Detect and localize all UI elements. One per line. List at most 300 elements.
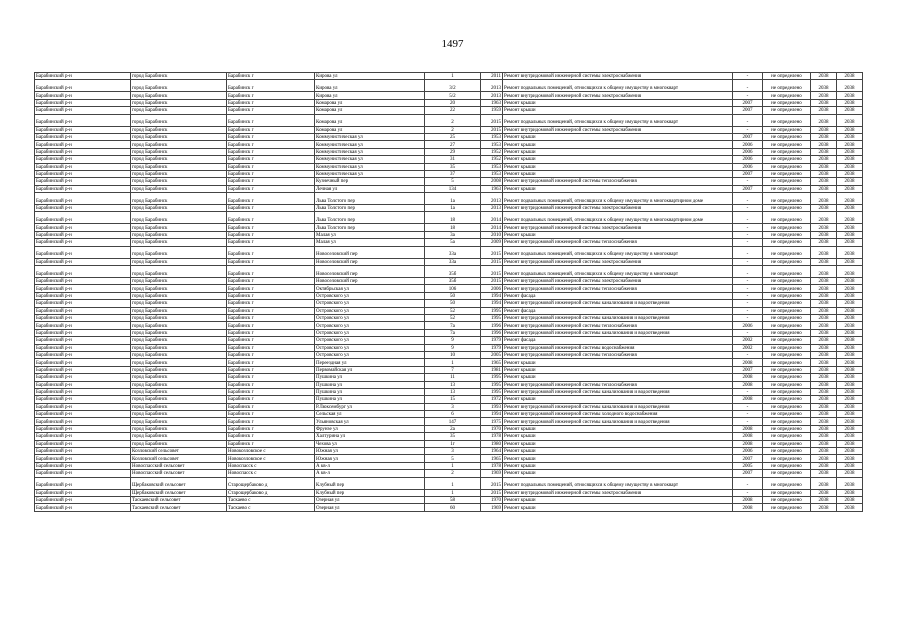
cell-end-year: 2038 [837,411,863,418]
cell-street: Островского ул [315,337,425,344]
cell-start-year: 2038 [811,403,837,410]
cell-cost: не определено [763,496,811,503]
cell-settlement: Барабинск г [227,99,315,106]
cell-street: Островского ул [315,292,425,299]
cell-street: Островского ул [315,322,425,329]
cell-end-year: 2038 [837,462,863,469]
cell-street: Комарова ул [315,114,425,126]
cell-house: 1 [425,462,481,469]
cell-built-year: 1953 [481,163,503,170]
table-row [35,278,863,285]
cell-work-type: Ремонт крыши [503,170,733,177]
cell-settlement: Барабинск г [227,92,315,99]
table-row [35,425,863,432]
cell-street: Первомайская ул [315,366,425,373]
cell-end-year: 2038 [837,148,863,155]
cell-start-year: 2038 [811,489,837,496]
cell-settlement: Старощербаково д [227,489,315,496]
table-row [35,266,863,278]
cell-work-type: Ремонт крыши [503,374,733,381]
cell-start-year: 2038 [811,477,837,489]
cell-district: Барабинский р-н [35,359,131,366]
cell-cost: не определено [763,396,811,403]
cell-area: - [733,224,763,231]
cell-municipality: город Барабинск [131,396,227,403]
cell-end-year: 2038 [837,193,863,205]
cell-start-year: 2038 [811,462,837,469]
cell-settlement: Новокозловское с [227,448,315,455]
cell-area: - [733,477,763,489]
cell-district: Барабинский р-н [35,126,131,133]
cell-end-year: 2038 [837,351,863,358]
cell-house: 2а [425,425,481,432]
cell-built-year: 2013 [481,193,503,205]
cell-settlement: Барабинск г [227,314,315,321]
cell-district: Барабинский р-н [35,285,131,292]
table-row [35,148,863,155]
cell-work-type: Ремонт крыши [503,133,733,140]
cell-settlement: Барабинск г [227,344,315,351]
table-row [35,351,863,358]
cell-work-type: Ремонт внутридомовой инженерной системы электроснабжения [503,278,733,285]
cell-start-year: 2038 [811,307,837,314]
cell-house: 7 [425,366,481,373]
cell-end-year: 2038 [837,224,863,231]
cell-settlement: Барабинск г [227,239,315,246]
cell-built-year: 2015 [481,477,503,489]
cell-house: 35 [425,433,481,440]
cell-work-type: Ремонт крыши [503,396,733,403]
cell-start-year: 2038 [811,80,837,92]
cell-district: Барабинский р-н [35,266,131,278]
table-row [35,126,863,133]
cell-work-type: Ремонт подвальных помещений, относящихся к общему имуществу в многокварт [503,80,733,92]
cell-municipality: Новоспасский сельсовет [131,470,227,477]
cell-start-year: 2038 [811,374,837,381]
cell-start-year: 2038 [811,381,837,388]
cell-end-year: 2038 [837,496,863,503]
cell-work-type: Ремонт внутридомовой инженерной системы теплоснабжения [503,322,733,329]
table-row [35,92,863,99]
cell-end-year: 2038 [837,322,863,329]
cell-area: - [733,418,763,425]
cell-cost: не определено [763,133,811,140]
cell-house: 58 [425,496,481,503]
cell-street: Озерная ул [315,504,425,511]
cell-street: Коммунистическая ул [315,148,425,155]
cell-end-year: 2038 [837,455,863,462]
cell-built-year: 2013 [481,92,503,99]
cell-work-type: Ремонт крыши [503,470,733,477]
cell-built-year: 1953 [481,170,503,177]
cell-end-year: 2038 [837,381,863,388]
cell-house: 3а [425,231,481,238]
cell-start-year: 2038 [811,92,837,99]
cell-settlement: Барабинск г [227,278,315,285]
cell-settlement: Барабинск г [227,224,315,231]
cell-start-year: 2038 [811,300,837,307]
cell-built-year: 1963 [481,185,503,192]
cell-start-year: 2038 [811,496,837,503]
cell-start-year: 2038 [811,418,837,425]
cell-street: Новоселовский пер [315,258,425,265]
cell-built-year: 1969 [481,470,503,477]
cell-cost: не определено [763,231,811,238]
cell-end-year: 2038 [837,359,863,366]
cell-start-year: 2038 [811,448,837,455]
cell-municipality: город Барабинск [131,231,227,238]
cell-area: - [733,80,763,92]
cell-municipality: город Барабинск [131,337,227,344]
cell-street: Новоселовский пер [315,246,425,258]
cell-district: Барабинский р-н [35,193,131,205]
cell-street: Лечная ул [315,185,425,192]
cell-work-type: Ремонт внутридомовой инженерной системы электроснабжения [503,224,733,231]
cell-municipality: город Барабинск [131,285,227,292]
cell-district: Барабинский р-н [35,403,131,410]
cell-work-type: Ремонт крыши [503,448,733,455]
cell-end-year: 2038 [837,239,863,246]
cell-end-year: 2038 [837,205,863,212]
cell-settlement: Барабинск г [227,212,315,224]
cell-settlement: Барабинск г [227,231,315,238]
cell-settlement: Барабинск г [227,205,315,212]
cell-area: 2008 [733,359,763,366]
cell-area: - [733,212,763,224]
cell-street: Новоселовский пер [315,278,425,285]
cell-end-year: 2038 [837,133,863,140]
cell-municipality: город Барабинск [131,403,227,410]
cell-house: 5а [425,239,481,246]
cell-district: Барабинский р-н [35,133,131,140]
cell-street: Пушкина ул [315,396,425,403]
cell-built-year: 1953 [481,141,503,148]
cell-area: 2006 [733,148,763,155]
cell-area: 2007 [733,133,763,140]
cell-area: - [733,126,763,133]
cell-built-year: 2011 [481,73,503,80]
cell-area: - [733,231,763,238]
cell-settlement: Барабинск г [227,359,315,366]
cell-work-type: Ремонт фасада [503,337,733,344]
cell-settlement: Барабинск г [227,266,315,278]
cell-area: 2006 [733,156,763,163]
cell-municipality: город Барабинск [131,344,227,351]
cell-area: - [733,307,763,314]
cell-house: 5 [425,455,481,462]
cell-house: 18 [425,212,481,224]
table-row [35,418,863,425]
cell-built-year: 2008 [481,178,503,185]
cell-work-type: Ремонт крыши [503,366,733,373]
cell-area: 2007 [733,99,763,106]
cell-built-year: 1994 [481,292,503,299]
cell-district: Барабинский р-н [35,163,131,170]
cell-settlement: Барабинск г [227,80,315,92]
cell-start-year: 2038 [811,185,837,192]
table-row [35,489,863,496]
cell-area: 2002 [733,337,763,344]
cell-house: 7а [425,329,481,336]
cell-area: - [733,278,763,285]
cell-house: 1г [425,440,481,447]
table-row [35,374,863,381]
table-row [35,99,863,106]
cell-built-year: 1995 [481,314,503,321]
cell-start-year: 2038 [811,396,837,403]
cell-settlement: Барабинск г [227,418,315,425]
cell-built-year: 2006 [481,285,503,292]
cell-cost: не определено [763,178,811,185]
cell-start-year: 2038 [811,388,837,395]
page-number: 1497 [441,38,464,50]
cell-end-year: 2038 [837,329,863,336]
cell-built-year: 1979 [481,344,503,351]
cell-work-type: Ремонт внутридомовой инженерной системы электроснабжения [503,258,733,265]
cell-street: Пушкина ул [315,374,425,381]
cell-street: Кирова ул [315,80,425,92]
table-row [35,314,863,321]
cell-street: Клубный пер [315,477,425,489]
cell-street: Коммунистическая ул [315,163,425,170]
cell-municipality: город Барабинск [131,156,227,163]
cell-built-year: 1995 [481,388,503,395]
cell-district: Барабинский р-н [35,185,131,192]
cell-street: Льва Толстого пер [315,224,425,231]
table-row [35,224,863,231]
cell-cost: не определено [763,224,811,231]
cell-start-year: 2038 [811,73,837,80]
cell-end-year: 2038 [837,440,863,447]
table-row [35,455,863,462]
cell-work-type: Ремонт внутридомовой инженерной системы канализования и водоотведения [503,300,733,307]
cell-built-year: 1952 [481,148,503,155]
cell-start-year: 2038 [811,455,837,462]
cell-area: 2006 [733,141,763,148]
cell-end-year: 2038 [837,433,863,440]
cell-street: Островского ул [315,314,425,321]
cell-work-type: Ремонт внутридомовой инженерной системы теплоснабжения [503,285,733,292]
cell-cost: не определено [763,185,811,192]
cell-settlement: Барабинск г [227,388,315,395]
cell-municipality: Новоспасский сельсовет [131,462,227,469]
cell-area: - [733,92,763,99]
cell-district: Барабинский р-н [35,224,131,231]
cell-area: - [733,205,763,212]
cell-start-year: 2038 [811,440,837,447]
cell-built-year: 1970 [481,425,503,432]
cell-end-year: 2038 [837,292,863,299]
cell-house: 60 [425,504,481,511]
cell-district: Барабинский р-н [35,148,131,155]
cell-built-year: 2010 [481,231,503,238]
cell-end-year: 2038 [837,99,863,106]
cell-cost: не определено [763,337,811,344]
cell-area: - [733,292,763,299]
cell-settlement: Барабинск г [227,163,315,170]
cell-built-year: 2015 [481,266,503,278]
cell-built-year: 1993 [481,403,503,410]
cell-district: Барабинский р-н [35,374,131,381]
cell-street: Малая ул [315,231,425,238]
cell-start-year: 2038 [811,156,837,163]
cell-district: Барабинский р-н [35,231,131,238]
cell-cost: не определено [763,80,811,92]
table-row [35,307,863,314]
cell-built-year: 1996 [481,329,503,336]
cell-cost: не определено [763,73,811,80]
cell-settlement: Барабинск г [227,411,315,418]
cell-district: Барабинский р-н [35,258,131,265]
table-row [35,477,863,489]
cell-street: Островского ул [315,351,425,358]
cell-start-year: 2038 [811,278,837,285]
cell-street: Островского ул [315,307,425,314]
cell-street: Комарова ул [315,126,425,133]
cell-municipality: Козловский сельсовет [131,448,227,455]
cell-district: Барабинский р-н [35,411,131,418]
cell-municipality: город Барабинск [131,418,227,425]
cell-district: Барабинский р-н [35,205,131,212]
cell-cost: не определено [763,366,811,373]
cell-municipality: город Барабинск [131,141,227,148]
table-row [35,285,863,292]
cell-area: 2008 [733,425,763,432]
cell-area: - [733,178,763,185]
cell-house: 2 [425,126,481,133]
cell-municipality: город Барабинск [131,366,227,373]
cell-area: 2007 [733,107,763,114]
cell-district: Барабинский р-н [35,178,131,185]
cell-area: 2008 [733,396,763,403]
cell-end-year: 2038 [837,212,863,224]
cell-municipality: город Барабинск [131,126,227,133]
cell-end-year: 2038 [837,156,863,163]
cell-cost: не определено [763,448,811,455]
cell-district: Барабинский р-н [35,80,131,92]
cell-district: Барабинский р-н [35,470,131,477]
cell-end-year: 2038 [837,418,863,425]
cell-street: Островского ул [315,329,425,336]
cell-district: Барабинский р-н [35,455,131,462]
cell-district: Барабинский р-н [35,292,131,299]
cell-settlement: Барабинск г [227,300,315,307]
cell-cost: не определено [763,411,811,418]
cell-built-year: 1979 [481,337,503,344]
table-body [35,73,863,512]
cell-municipality: город Барабинск [131,193,227,205]
cell-settlement: Таскаево с [227,504,315,511]
cell-area: - [733,489,763,496]
cell-start-year: 2038 [811,292,837,299]
cell-built-year: 2005 [481,351,503,358]
cell-district: Барабинский р-н [35,92,131,99]
cell-cost: не определено [763,359,811,366]
cell-start-year: 2038 [811,133,837,140]
cell-built-year: 1963 [481,99,503,106]
cell-start-year: 2038 [811,337,837,344]
cell-cost: не определено [763,425,811,432]
cell-cost: не определено [763,470,811,477]
cell-street: Кирова ул [315,92,425,99]
cell-district: Барабинский р-н [35,156,131,163]
cell-end-year: 2038 [837,246,863,258]
cell-work-type: Ремонт крыши [503,359,733,366]
cell-work-type: Ремонт фасада [503,292,733,299]
cell-end-year: 2038 [837,126,863,133]
cell-municipality: город Барабинск [131,329,227,336]
cell-house: 9 [425,337,481,344]
cell-street: Р.Люксембург ул [315,403,425,410]
cell-house: 27 [425,141,481,148]
cell-house: 5 [425,178,481,185]
cell-settlement: Барабинск г [227,246,315,258]
cell-area: - [733,285,763,292]
cell-work-type: Ремонт внутридомовой инженерной системы канализования и водоотведения [503,403,733,410]
cell-settlement: Барабинск г [227,329,315,336]
cell-municipality: город Барабинск [131,92,227,99]
cell-street: Комарова ул [315,107,425,114]
cell-street: Льва Толстого пер [315,193,425,205]
cell-work-type: Ремонт внутридомовой инженерной системы электроснабжения [503,489,733,496]
cell-street: Октябрьская ул [315,285,425,292]
cell-house: 20 [425,99,481,106]
cell-street: Пушкина ул [315,388,425,395]
cell-built-year: 1978 [481,462,503,469]
cell-built-year: 1959 [481,107,503,114]
table-row [35,292,863,299]
cell-district: Барабинский р-н [35,212,131,224]
cell-district: Барабинский р-н [35,425,131,432]
cell-district: Барабинский р-н [35,239,131,246]
cell-municipality: город Барабинск [131,205,227,212]
cell-area: 2002 [733,344,763,351]
cell-street: А кв-л [315,470,425,477]
cell-work-type: Ремонт крыши [503,99,733,106]
cell-work-type: Ремонт внутридомовой инженерной системы канализования и водоотведения [503,329,733,336]
cell-municipality: город Барабинск [131,266,227,278]
cell-end-year: 2038 [837,425,863,432]
cell-cost: не определено [763,344,811,351]
cell-municipality: город Барабинск [131,80,227,92]
cell-cost: не определено [763,193,811,205]
cell-district: Барабинский р-н [35,314,131,321]
cell-start-year: 2038 [811,239,837,246]
cell-end-year: 2038 [837,403,863,410]
cell-district: Барабинский р-н [35,396,131,403]
table-row [35,470,863,477]
cell-start-year: 2038 [811,322,837,329]
cell-end-year: 2038 [837,314,863,321]
cell-cost: не определено [763,455,811,462]
cell-cost: не определено [763,278,811,285]
cell-district: Барабинский р-н [35,300,131,307]
cell-area: 2008 [733,504,763,511]
cell-settlement: Барабинск г [227,396,315,403]
cell-cost: не определено [763,477,811,489]
cell-built-year: 2015 [481,126,503,133]
cell-house: 18 [425,224,481,231]
cell-work-type: Ремонт внутридомовой инженерной системы холодного водоснабжения [503,411,733,418]
cell-work-type: Ремонт внутридомовой инженерной системы электроснабжения [503,92,733,99]
cell-street: Новоселовский пер [315,266,425,278]
cell-settlement: Барабинск г [227,366,315,373]
cell-cost: не определено [763,440,811,447]
cell-cost: не определено [763,403,811,410]
cell-street: Южная ул [315,448,425,455]
cell-house: 50 [425,300,481,307]
cell-district: Барабинский р-н [35,73,131,80]
